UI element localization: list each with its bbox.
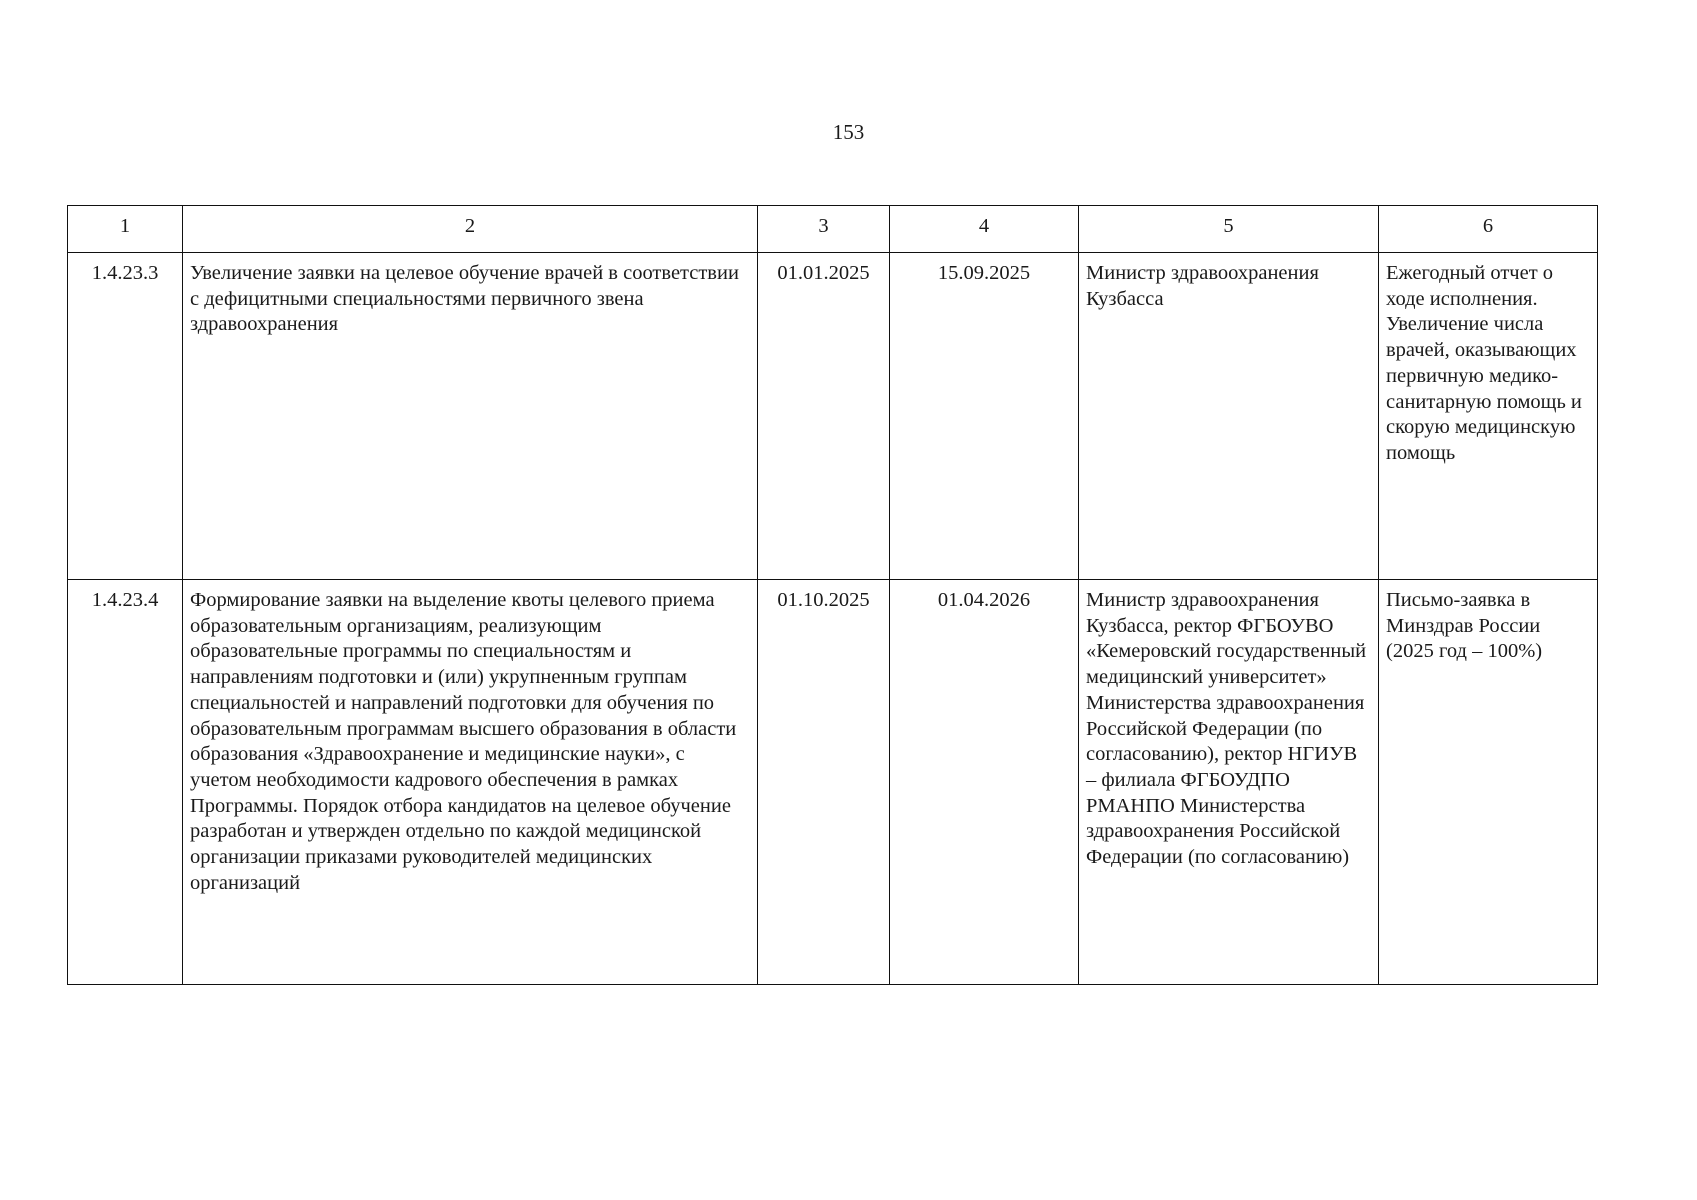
start-date: 01.01.2025 [758,253,890,580]
header-col-5: 5 [1079,206,1379,253]
table-header-row [68,206,1598,253]
table-row [68,580,1598,985]
responsible-party: Министр здравоохранения Кузбасса, ректор ФГБОУВО «Кемеровский государственный медицинский университет» Министерства здравоохранения Российской Федерации (по согласованию), ректор НГИУВ – филиала ФГБОУДПО РМАНПО Министерства здравоохранения Российской Федерации (по согласованию) [1079,580,1379,985]
header-col-1: 1 [68,206,183,253]
responsible-party: Министр здравоохранения Кузбасса [1079,253,1379,580]
header-col-4: 4 [890,206,1079,253]
action-description: Формирование заявки на выделение квоты целевого приема образовательным организациям, реализующим образовательные программы по специальностям и направлениям подготовки и (или) укрупненным группам специальностей и направлений подготовки для обучения по образовательным программам высшего образования в области образования «Здравоохранение и медицинские науки», с учетом необходимости кадрового обеспечения в рамках Программы. Порядок отбора кандидатов на целевое обучение разработан и утвержден отдельно по каждой медицинской организации приказами руководителей медицинских организаций [183,580,758,985]
header-col-2: 2 [183,206,758,253]
expected-result: Ежегодный отчет о ходе исполнения. Увеличение числа врачей, оказывающих первичную медико-санитарную помощь и скорую медицинскую помощь [1379,253,1598,580]
end-date: 15.09.2025 [890,253,1079,580]
header-col-6: 6 [1379,206,1598,253]
action-description: Увеличение заявки на целевое обучение врачей в соответствии с дефицитными специальностями первичного звена здравоохранения [183,253,758,580]
start-date: 01.10.2025 [758,580,890,985]
item-number: 1.4.23.4 [68,580,183,985]
expected-result: Письмо-заявка в Минздрав России (2025 год – 100%) [1379,580,1598,985]
item-number: 1.4.23.3 [68,253,183,580]
end-date: 01.04.2026 [890,580,1079,985]
plan-table [67,205,1598,985]
header-col-3: 3 [758,206,890,253]
page-number: 153 [832,120,865,144]
table-row [68,253,1598,580]
